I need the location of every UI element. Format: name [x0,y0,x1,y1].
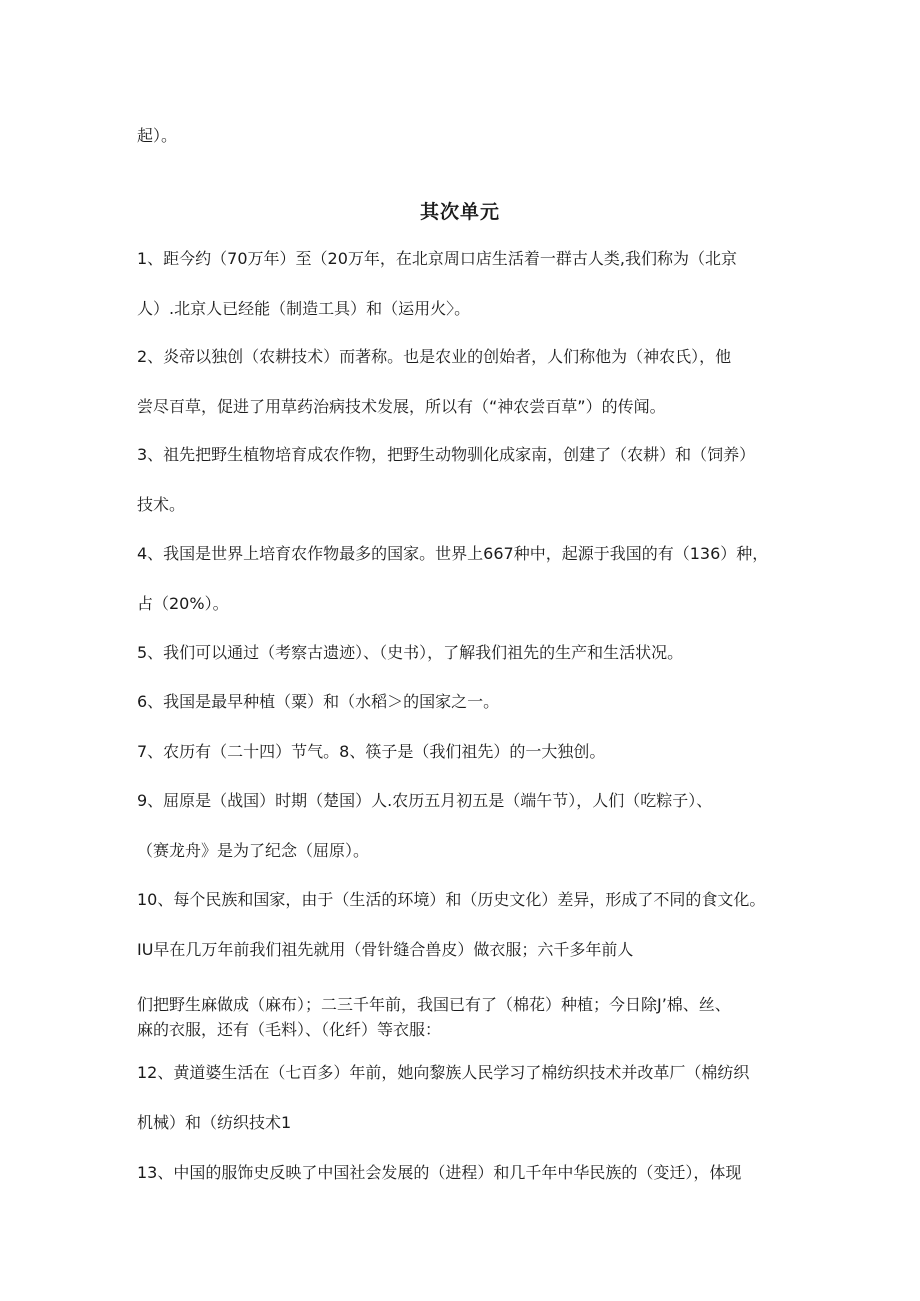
text-line: 7、农历有（二十四）节气。8、筷子是（我们祖先）的一大独创。 [137,742,606,761]
text-line: 3、祖先把野生植物培育成农作物，把野生动物驯化成家南，创建了（农耕）和（饲养） [137,445,756,464]
text-line: 12、黄道婆生活在（七百多）年前，她向黎族人民学习了棉纺织技术并改革厂（棉纺织 [137,1063,750,1082]
text-line: 尝尽百草，促进了用草药治病技术发展，所以有（“神农尝百草”）的传闻。 [137,397,666,416]
text-line: 5、我们可以通过（考察古遗迹）、（史书），了解我们祖先的生产和生活状况。 [137,643,684,662]
text-line: 人）.北京人已经能（制造工具）和（运用火〉。 [137,299,471,318]
text-line: 机械）和（纺织技术1 [137,1113,292,1132]
text-line: 6、我国是最早种植（粟）和（水稻＞的国家之一。 [137,692,500,711]
text-line: 4、我国是世界上培育农作物最多的国家。世界上667种中，起源于我国的有（136）种， [137,544,769,563]
text-line: 技术。 [137,495,186,514]
text-line: （赛龙舟》是为了纪念（屈原）。 [137,841,370,860]
text-line: 10、每个民族和国家，由于（生活的环境）和（历史文化）差异，形成了不同的食文化。 [137,890,766,909]
section-title: 其次单元 [419,201,500,223]
continuation-text: 起）。 [137,126,178,145]
text-line: 13、中国的服饰史反映了中国社会发展的（进程）和几千年中华民族的（变迁），体现 [137,1163,742,1182]
text-line: 9、屈原是（战国）时期（楚国）人.农历五月初五是（端午节），人们（吃粽子）、 [137,791,713,810]
text-line: 们把野生麻做成（麻布）；二三千年前，我国已有了（棉花）种植；今日除J’棉、丝、 [137,995,731,1014]
text-line: 1、距今约（70万年）至（20万年，在北京周口店生活着一群古人类,我们称为（北京 [137,249,737,268]
text-line: IU早在几万年前我们祖先就用（骨针缝合兽皮）做衣服；六千多年前人 [137,940,634,959]
text-line: 麻的衣服，还有（毛料）、（化纤）等衣服： [137,1020,442,1039]
text-line: 占（20%）。 [137,594,229,613]
text-line: 2、炎帝以独创（农耕技术）而著称。也是农业的创始者，人们称他为（神农氏），他 [137,347,732,366]
